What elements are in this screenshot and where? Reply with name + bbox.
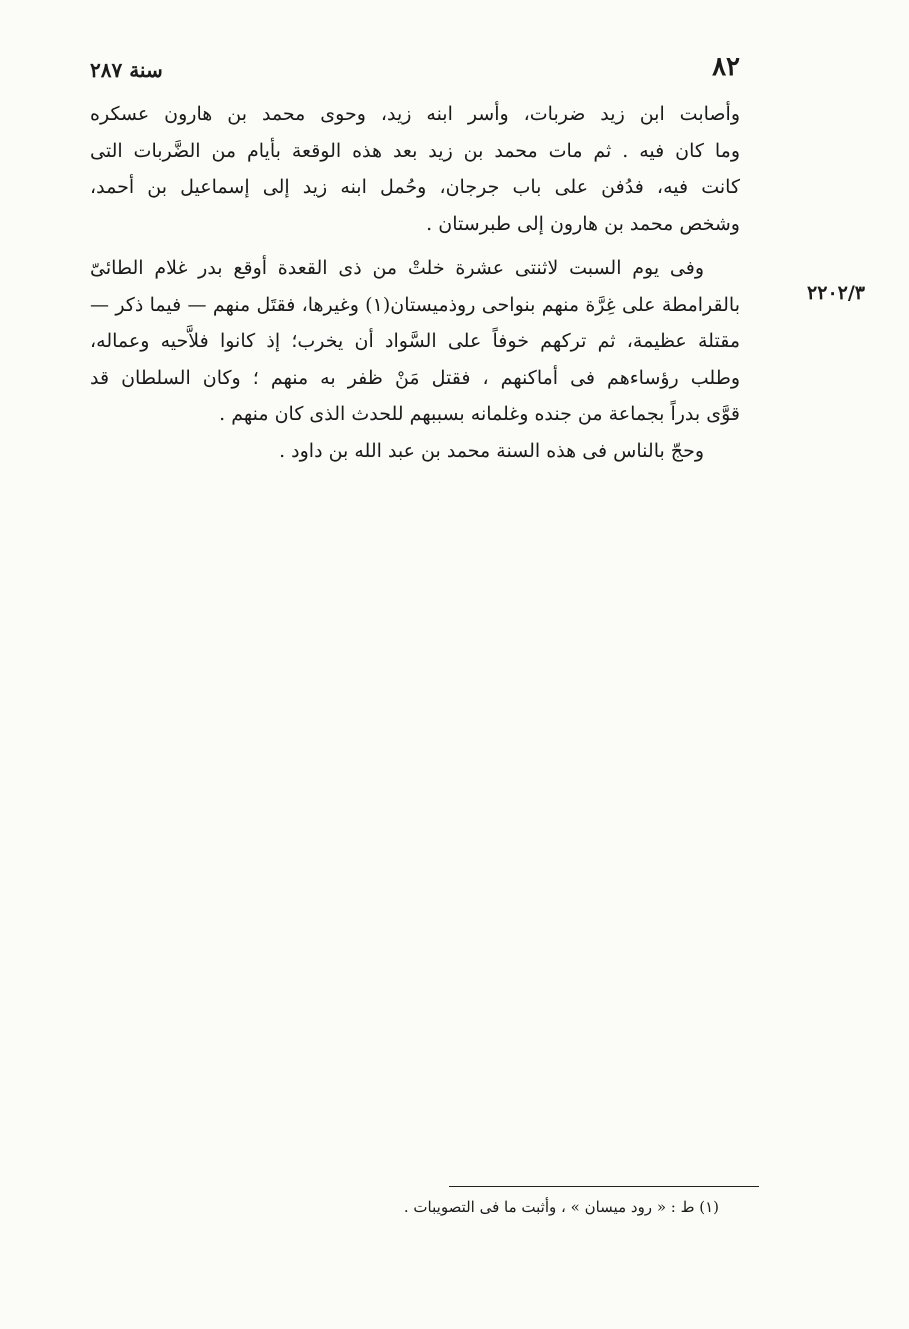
body-text	[90, 96, 740, 469]
page-number: ٨٢	[712, 52, 740, 82]
page-header	[90, 52, 740, 92]
running-head: سنة ٢٨٧	[90, 58, 163, 82]
text-line: قوَّى بدراً بجماعة من جنده وغلمانه بسببهم للحدث الذى كان منهم .	[219, 403, 740, 425]
paragraph	[90, 433, 740, 470]
text-line: كانت فيه، فدُفن على باب جرجان، وحُمل ابنه زيد إلى إسماعيل بن أحمد،	[90, 176, 740, 198]
margin-reference: ٢٢٠٢/٣	[807, 282, 865, 304]
text-line: وفى يوم السبت لاثنتى عشرة خلتْ من ذى القعدة أوقع بدر غلام الطائىّ	[90, 257, 704, 279]
text-line: بالقرامطة على غِرَّة منهم بنواحى روذميستان(١) وغيرها، فقتَل منهم — فيما ذكر —	[90, 293, 740, 316]
text-line: وشخص محمد بن هارون إلى طبرستان .	[426, 212, 740, 235]
text-line: وحجّ بالناس فى هذه السنة محمد بن عبد الله بن داود .	[279, 439, 704, 462]
footnote: (١) ط : « رود ميسان » ، وأثبت ما فى التصويبات .	[403, 1198, 719, 1216]
paragraph	[90, 250, 740, 433]
text-line: وأصابت ابن زيد ضربات، وأسر ابنه زيد، وحوى محمد بن هارون عسكره	[90, 103, 740, 125]
footnote-divider	[449, 1186, 759, 1187]
text-line: وما كان فيه . ثم مات محمد بن زيد بعد هذه الوقعة بأيام من الضَّربات التى	[90, 139, 740, 162]
text-line: وطلب رؤساءهم فى أماكنهم ، فقتل مَنْ ظفر به منهم ؛ وكان السلطان قد	[90, 366, 740, 389]
paragraph	[90, 96, 740, 242]
text-line: مقتلة عظيمة، ثم تركهم خوفاً على السَّواد أن يخرب؛ إذ كانوا فلاَّحيه وعماله،	[90, 330, 740, 352]
